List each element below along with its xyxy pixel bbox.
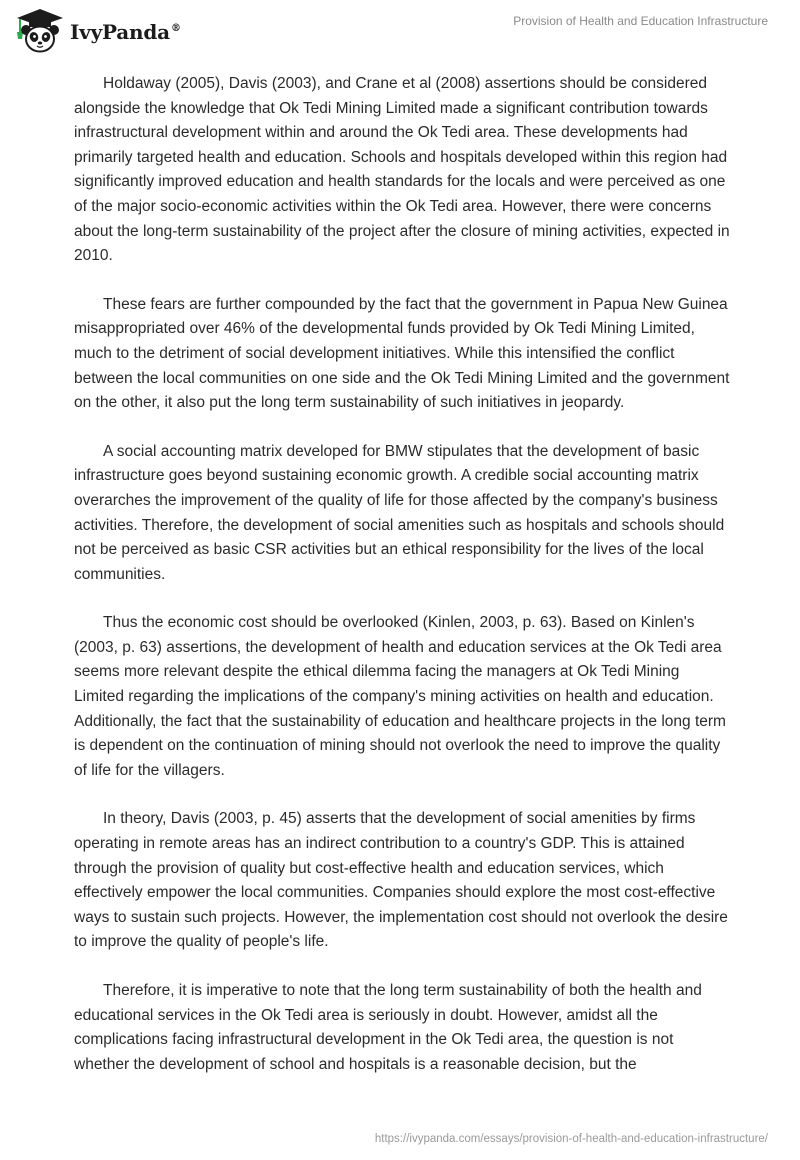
essay-body	[74, 72, 730, 1101]
paragraph-5: In theory, Davis (2003, p. 45) asserts that the development of social amenities by firms operating in remote areas has an indirect contribution to a country's GDP. This is attained through the provision of quality but cost-effective health and education services, which effectively empower the local communities. Companies should explore the most cost-effective ways to sustain such projects. However, the implementation cost should not overlook the desire to improve the quality of people's life.	[74, 810, 728, 951]
registered-mark: ®	[170, 23, 181, 35]
paragraph-3: A social accounting matrix developed for BMW stipulates that the development of basic infrastructure goes beyond sustaining economic growth. A credible social accounting matrix overarches the improvement of the quality of life for those affected by the company's business activities. Therefore, the development of social amenities such as hospitals and schools should not be perceived as basic CSR activities but an ethical responsibility for the lives of the local communities.	[74, 442, 725, 583]
document-title: Provision of Health and Education Infrastructure	[513, 14, 768, 28]
logo[interactable]	[14, 8, 181, 54]
paragraph-4: Thus the economic cost should be overlooked (Kinlen, 2003, p. 63). Based on Kinlen's (2003, p. 63) assertions, the development of health and education services at the Ok Tedi area seems more relevant despite the ethical dilemma facing the managers at Ok Tedi Mining Limited regarding the implications of the company's mining activities on health and education. Additionally, the fact that the sustainability of education and healthcare projects in the long term is dependent on the continuation of mining should not overlook the need to improve the quality of life for the villagers.	[74, 614, 726, 779]
logo-text: IvyPanda®	[70, 20, 181, 44]
panda-graduate-icon	[14, 8, 66, 54]
paragraph-1: Holdaway (2005), Davis (2003), and Crane et al (2008) assertions should be considered alongside the knowledge that Ok Tedi Mining Limited made a significant contribution towards infrastructural development within and around the Ok Tedi area. These developments had primarily targeted health and education. Schools and hospitals developed within this region had significantly improved education and health standards for the locals and were perceived as one of the major socio-economic activities within the Ok Tedi area. However, there were concerns about the long-term sustainability of the project after the closure of mining activities, expected in 2010.	[74, 75, 730, 265]
paragraph-2: These fears are further compounded by the fact that the government in Papua New Guinea misappropriated over 46% of the developmental funds provided by Ok Tedi Mining Limited, much to the detriment of social development initiatives. While this intensified the conflict between the local communities on one side and the Ok Tedi Mining Limited and the government on the other, it also put the long term sustainability of such initiatives in jeopardy.	[74, 295, 730, 412]
page-header	[0, 0, 800, 62]
paragraph-6: Therefore, it is imperative to note that the long term sustainability of both the health and educational services in the Ok Tedi area is seriously in doubt. However, amidst all the complications facing infrastructural development in the Ok Tedi area, the question is not whether the development of school and hospitals is a reasonable decision, but the	[74, 982, 702, 1073]
source-url[interactable]: https://ivypanda.com/essays/provision-of-health-and-education-infrastructure/	[374, 1133, 768, 1145]
